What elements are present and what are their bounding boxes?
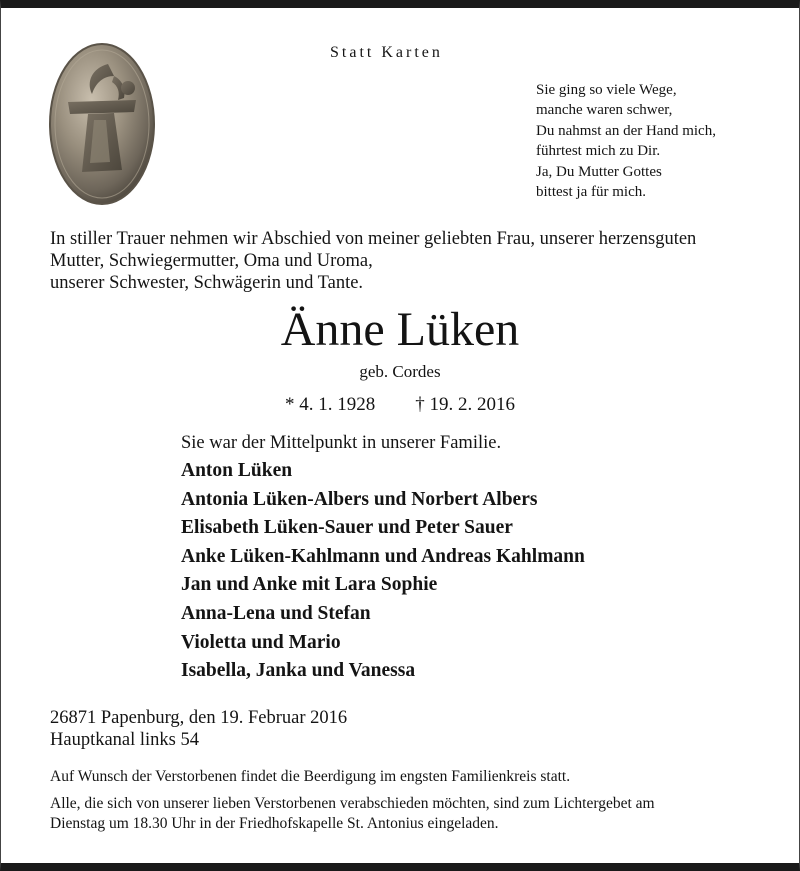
life-dates [0,394,800,416]
poem [536,80,716,202]
statt-karten-heading: Statt Karten [330,44,443,61]
funeral-note: Auf Wunsch der Verstorbenen findet die Beerdigung im engsten Familienkreis statt. [50,768,571,785]
maiden-name: geb. Cordes [359,362,441,381]
mourner-name: Jan und Anke mit Lara Sophie [181,574,438,596]
mourner-name: Violetta und Mario [181,631,341,653]
place-and-address [50,707,347,751]
prayer-note-line: Alle, die sich von unserer lieben Verstorbenen verabschieden möchten, sind zum Lichtergebet am [50,795,655,812]
address: Hauptkanal links 54 [50,730,200,750]
poem-line: führtest mich zu Dir. [536,143,661,160]
deceased-name: Änne Lüken [280,303,520,356]
prayer-note [50,794,655,834]
mourner-name: Elisabeth Lüken-Sauer und Peter Sauer [181,517,513,539]
prayer-note-line: Dienstag um 18.30 Uhr in der Friedhofskapelle St. Antonius eingeladen. [50,815,499,832]
family-line: Sie war der Mittelpunkt in unserer Familie. [181,433,502,453]
poem-line: manche waren schwer, [536,102,673,119]
intro-line: In stiller Trauer nehmen wir Abschied von meiner geliebten Frau, unserer herzensguten [50,229,697,249]
place-date: 26871 Papenburg, den 19. Februar 2016 [50,708,348,728]
intro-line: unserer Schwester, Schwägerin und Tante. [50,273,364,293]
birth-date: * 4. 1. 1928 [285,394,376,415]
poem-line: Du nahmst an der Hand mich, [536,122,716,139]
mourner-name: Anton Lüken [181,460,293,481]
mourners-list [181,457,585,686]
mourner-name: Anke Lüken-Kahlmann und Andreas Kahlmann [181,545,585,567]
death-date: † 19. 2. 2016 [415,394,515,415]
mourner-name: Isabella, Janka und Vanessa [181,660,416,682]
mother-of-god-emblem-icon [48,42,156,207]
mourner-name: Anna-Lena und Stefan [181,602,371,624]
intro-text [50,228,696,294]
poem-line: bittest ja für mich. [536,184,646,201]
intro-line: Mutter, Schwiegermutter, Oma und Uroma, [50,251,373,271]
poem-line: Ja, Du Mutter Gottes [536,163,662,180]
mourner-name: Antonia Lüken-Albers und Norbert Albers [181,488,538,510]
poem-line: Sie ging so viele Wege, [536,82,677,98]
